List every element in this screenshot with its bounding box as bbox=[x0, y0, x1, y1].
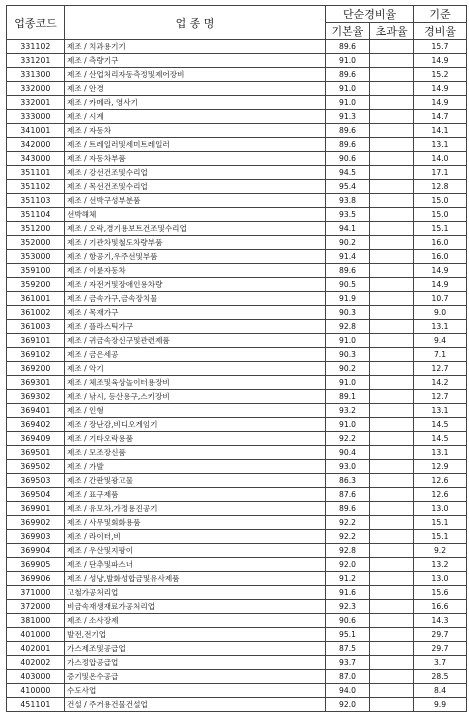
excess-rate-cell bbox=[370, 656, 414, 670]
standard-rate-cell: 29.7 bbox=[414, 628, 467, 642]
industry-code-cell: 369402 bbox=[7, 418, 65, 432]
standard-rate-cell: 12.7 bbox=[414, 390, 467, 404]
header-simple-rate: 단순경비율 bbox=[326, 6, 414, 23]
base-rate-cell: 91.0 bbox=[326, 54, 370, 68]
table-row bbox=[7, 138, 467, 152]
excess-rate-cell bbox=[370, 264, 414, 278]
base-rate-cell: 89.6 bbox=[326, 138, 370, 152]
base-rate-cell: 91.2 bbox=[326, 572, 370, 586]
table-row bbox=[7, 96, 467, 110]
industry-code-cell: 343000 bbox=[7, 152, 65, 166]
excess-rate-cell bbox=[370, 670, 414, 684]
table-row bbox=[7, 264, 467, 278]
standard-rate-cell: 13.0 bbox=[414, 502, 467, 516]
standard-rate-cell: 14.7 bbox=[414, 110, 467, 124]
base-rate-cell: 87.0 bbox=[326, 670, 370, 684]
excess-rate-cell bbox=[370, 110, 414, 124]
industry-name-cell: 건설 / 주거용건물건설업 bbox=[65, 698, 326, 712]
industry-code-cell: 369906 bbox=[7, 572, 65, 586]
excess-rate-cell bbox=[370, 488, 414, 502]
industry-code-cell: 359200 bbox=[7, 278, 65, 292]
base-rate-cell: 91.4 bbox=[326, 250, 370, 264]
industry-name-cell: 제조 / 금속가구,금속장치물 bbox=[65, 292, 326, 306]
base-rate-cell: 92.8 bbox=[326, 544, 370, 558]
industry-code-cell: 369401 bbox=[7, 404, 65, 418]
table-row bbox=[7, 474, 467, 488]
base-rate-cell: 87.5 bbox=[326, 642, 370, 656]
industry-name-cell: 제조 / 성냥,발화성합금및유사제품 bbox=[65, 572, 326, 586]
standard-rate-cell: 15.0 bbox=[414, 194, 467, 208]
expense-rate-table-sheet bbox=[6, 5, 466, 712]
base-rate-cell: 89.6 bbox=[326, 264, 370, 278]
industry-name-cell: 제조 / 낚시, 등산용구,스키장비 bbox=[65, 390, 326, 404]
base-rate-cell: 92.2 bbox=[326, 516, 370, 530]
table-row bbox=[7, 180, 467, 194]
table-row bbox=[7, 348, 467, 362]
table-row bbox=[7, 54, 467, 68]
table-row bbox=[7, 488, 467, 502]
base-rate-cell: 91.0 bbox=[326, 96, 370, 110]
standard-rate-cell: 8.4 bbox=[414, 684, 467, 698]
excess-rate-cell bbox=[370, 614, 414, 628]
standard-rate-cell: 16.6 bbox=[414, 600, 467, 614]
table-row bbox=[7, 152, 467, 166]
standard-rate-cell: 15.6 bbox=[414, 586, 467, 600]
standard-rate-cell: 15.1 bbox=[414, 530, 467, 544]
standard-rate-cell: 13.1 bbox=[414, 138, 467, 152]
excess-rate-cell bbox=[370, 334, 414, 348]
standard-rate-cell: 14.9 bbox=[414, 96, 467, 110]
table-row bbox=[7, 40, 467, 54]
excess-rate-cell bbox=[370, 698, 414, 712]
industry-name-cell: 수도사업 bbox=[65, 684, 326, 698]
industry-name-cell: 증기및온수공급 bbox=[65, 670, 326, 684]
industry-name-cell: 제조 / 안경 bbox=[65, 82, 326, 96]
base-rate-cell: 89.6 bbox=[326, 124, 370, 138]
excess-rate-cell bbox=[370, 222, 414, 236]
industry-code-cell: 351200 bbox=[7, 222, 65, 236]
base-rate-cell: 91.0 bbox=[326, 418, 370, 432]
industry-code-cell: 369901 bbox=[7, 502, 65, 516]
industry-name-cell: 가스정압공급업 bbox=[65, 656, 326, 670]
excess-rate-cell bbox=[370, 180, 414, 194]
table-row bbox=[7, 516, 467, 530]
industry-code-cell: 352000 bbox=[7, 236, 65, 250]
industry-name-cell: 제조 / 자동차부품 bbox=[65, 152, 326, 166]
base-rate-cell: 92.8 bbox=[326, 320, 370, 334]
excess-rate-cell bbox=[370, 404, 414, 418]
table-row bbox=[7, 334, 467, 348]
excess-rate-cell bbox=[370, 320, 414, 334]
excess-rate-cell bbox=[370, 390, 414, 404]
industry-name-cell: 제조 / 산업처리자동측정및제어장비 bbox=[65, 68, 326, 82]
industry-code-cell: 369502 bbox=[7, 460, 65, 474]
table-row bbox=[7, 586, 467, 600]
table-row bbox=[7, 222, 467, 236]
industry-name-cell: 제조 / 모조장신품 bbox=[65, 446, 326, 460]
industry-name-cell: 제조 / 목선건조및수리업 bbox=[65, 180, 326, 194]
header-std-rate-top: 기준 bbox=[414, 6, 467, 23]
table-row bbox=[7, 558, 467, 572]
table-row bbox=[7, 166, 467, 180]
base-rate-cell: 90.2 bbox=[326, 362, 370, 376]
industry-name-cell: 제조 / 장난감,비디오게임기 bbox=[65, 418, 326, 432]
table-row bbox=[7, 124, 467, 138]
base-rate-cell: 92.0 bbox=[326, 698, 370, 712]
industry-code-cell: 369905 bbox=[7, 558, 65, 572]
industry-name-cell: 제조 / 귀금속장신구및관련제품 bbox=[65, 334, 326, 348]
standard-rate-cell: 12.8 bbox=[414, 180, 467, 194]
table-row bbox=[7, 656, 467, 670]
industry-name-cell: 제조 / 이륜자동차 bbox=[65, 264, 326, 278]
excess-rate-cell bbox=[370, 54, 414, 68]
standard-rate-cell: 9.2 bbox=[414, 544, 467, 558]
industry-code-cell: 359100 bbox=[7, 264, 65, 278]
table-row bbox=[7, 502, 467, 516]
excess-rate-cell bbox=[370, 96, 414, 110]
excess-rate-cell bbox=[370, 446, 414, 460]
base-rate-cell: 92.2 bbox=[326, 530, 370, 544]
base-rate-cell: 92.3 bbox=[326, 600, 370, 614]
table-row bbox=[7, 600, 467, 614]
excess-rate-cell bbox=[370, 572, 414, 586]
expense-rate-table bbox=[6, 5, 467, 712]
industry-name-cell: 제조 / 인형 bbox=[65, 404, 326, 418]
excess-rate-cell bbox=[370, 166, 414, 180]
excess-rate-cell bbox=[370, 124, 414, 138]
industry-name-cell: 제조 / 트레일러및세미트레일러 bbox=[65, 138, 326, 152]
table-header bbox=[7, 6, 467, 40]
industry-code-cell: 333000 bbox=[7, 110, 65, 124]
base-rate-cell: 89.6 bbox=[326, 502, 370, 516]
industry-name-cell: 제조 / 금은세공 bbox=[65, 348, 326, 362]
base-rate-cell: 94.0 bbox=[326, 684, 370, 698]
base-rate-cell: 91.9 bbox=[326, 292, 370, 306]
industry-code-cell: 369301 bbox=[7, 376, 65, 390]
industry-name-cell: 제조 / 오락,경기용보트건조및수리업 bbox=[65, 222, 326, 236]
excess-rate-cell bbox=[370, 684, 414, 698]
industry-code-cell: 369102 bbox=[7, 348, 65, 362]
industry-code-cell: 369302 bbox=[7, 390, 65, 404]
standard-rate-cell: 17.1 bbox=[414, 166, 467, 180]
table-row bbox=[7, 642, 467, 656]
industry-name-cell: 제조 / 표구제품 bbox=[65, 488, 326, 502]
table-row bbox=[7, 530, 467, 544]
excess-rate-cell bbox=[370, 642, 414, 656]
standard-rate-cell: 14.2 bbox=[414, 376, 467, 390]
industry-code-cell: 369904 bbox=[7, 544, 65, 558]
standard-rate-cell: 15.7 bbox=[414, 40, 467, 54]
base-rate-cell: 93.8 bbox=[326, 194, 370, 208]
table-row bbox=[7, 670, 467, 684]
industry-code-cell: 361002 bbox=[7, 306, 65, 320]
standard-rate-cell: 14.3 bbox=[414, 614, 467, 628]
industry-code-cell: 369902 bbox=[7, 516, 65, 530]
standard-rate-cell: 9.9 bbox=[414, 698, 467, 712]
industry-code-cell: 402001 bbox=[7, 642, 65, 656]
industry-code-cell: 331102 bbox=[7, 40, 65, 54]
standard-rate-cell: 15.1 bbox=[414, 222, 467, 236]
table-row bbox=[7, 404, 467, 418]
table-row bbox=[7, 362, 467, 376]
standard-rate-cell: 14.1 bbox=[414, 124, 467, 138]
industry-code-cell: 331201 bbox=[7, 54, 65, 68]
industry-name-cell: 제조 / 자동차 bbox=[65, 124, 326, 138]
excess-rate-cell bbox=[370, 292, 414, 306]
base-rate-cell: 93.0 bbox=[326, 460, 370, 474]
base-rate-cell: 91.6 bbox=[326, 586, 370, 600]
base-rate-cell: 90.4 bbox=[326, 446, 370, 460]
base-rate-cell: 91.0 bbox=[326, 82, 370, 96]
header-excess-rate: 초과율 bbox=[370, 23, 414, 40]
industry-name-cell: 제조 / 카메라, 영사기 bbox=[65, 96, 326, 110]
base-rate-cell: 90.3 bbox=[326, 306, 370, 320]
standard-rate-cell: 13.1 bbox=[414, 446, 467, 460]
industry-name-cell: 비금속재생재료가공처리업 bbox=[65, 600, 326, 614]
standard-rate-cell: 12.7 bbox=[414, 362, 467, 376]
table-row bbox=[7, 446, 467, 460]
standard-rate-cell: 9.4 bbox=[414, 334, 467, 348]
excess-rate-cell bbox=[370, 586, 414, 600]
industry-code-cell: 341001 bbox=[7, 124, 65, 138]
industry-code-cell: 403000 bbox=[7, 670, 65, 684]
industry-code-cell: 369503 bbox=[7, 474, 65, 488]
industry-code-cell: 361001 bbox=[7, 292, 65, 306]
table-row bbox=[7, 250, 467, 264]
base-rate-cell: 93.2 bbox=[326, 404, 370, 418]
excess-rate-cell bbox=[370, 194, 414, 208]
standard-rate-cell: 12.6 bbox=[414, 488, 467, 502]
industry-code-cell: 410000 bbox=[7, 684, 65, 698]
table-row bbox=[7, 628, 467, 642]
table-body bbox=[7, 40, 467, 712]
table-row bbox=[7, 614, 467, 628]
industry-name-cell: 제조 / 치과용기기 bbox=[65, 40, 326, 54]
industry-name-cell: 제조 / 우산및지팡이 bbox=[65, 544, 326, 558]
excess-rate-cell bbox=[370, 502, 414, 516]
base-rate-cell: 91.0 bbox=[326, 334, 370, 348]
excess-rate-cell bbox=[370, 460, 414, 474]
base-rate-cell: 94.1 bbox=[326, 222, 370, 236]
industry-code-cell: 369200 bbox=[7, 362, 65, 376]
table-row bbox=[7, 418, 467, 432]
industry-code-cell: 371000 bbox=[7, 586, 65, 600]
base-rate-cell: 90.2 bbox=[326, 236, 370, 250]
base-rate-cell: 92.2 bbox=[326, 432, 370, 446]
excess-rate-cell bbox=[370, 362, 414, 376]
industry-name-cell: 제조 / 항공기,우주선및부품 bbox=[65, 250, 326, 264]
excess-rate-cell bbox=[370, 40, 414, 54]
excess-rate-cell bbox=[370, 418, 414, 432]
excess-rate-cell bbox=[370, 250, 414, 264]
industry-name-cell: 제조 / 사무및회화용품 bbox=[65, 516, 326, 530]
standard-rate-cell: 14.5 bbox=[414, 432, 467, 446]
excess-rate-cell bbox=[370, 152, 414, 166]
excess-rate-cell bbox=[370, 600, 414, 614]
base-rate-cell: 91.3 bbox=[326, 110, 370, 124]
industry-name-cell: 제조 / 소사장제 bbox=[65, 614, 326, 628]
industry-code-cell: 351104 bbox=[7, 208, 65, 222]
standard-rate-cell: 28.5 bbox=[414, 670, 467, 684]
industry-code-cell: 342000 bbox=[7, 138, 65, 152]
industry-name-cell: 제조 / 라이터,비 bbox=[65, 530, 326, 544]
base-rate-cell: 90.6 bbox=[326, 614, 370, 628]
industry-name-cell: 제조 / 플라스틱가구 bbox=[65, 320, 326, 334]
industry-name-cell: 제조 / 시계 bbox=[65, 110, 326, 124]
excess-rate-cell bbox=[370, 474, 414, 488]
excess-rate-cell bbox=[370, 376, 414, 390]
table-row bbox=[7, 376, 467, 390]
standard-rate-cell: 15.0 bbox=[414, 208, 467, 222]
base-rate-cell: 91.0 bbox=[326, 376, 370, 390]
industry-name-cell: 제조 / 기관차및철도차량부품 bbox=[65, 236, 326, 250]
base-rate-cell: 89.6 bbox=[326, 40, 370, 54]
table-row bbox=[7, 320, 467, 334]
excess-rate-cell bbox=[370, 208, 414, 222]
standard-rate-cell: 13.0 bbox=[414, 572, 467, 586]
industry-name-cell: 제조 / 유모차,가정용진공기 bbox=[65, 502, 326, 516]
industry-name-cell: 발전,전기업 bbox=[65, 628, 326, 642]
base-rate-cell: 90.6 bbox=[326, 152, 370, 166]
base-rate-cell: 90.3 bbox=[326, 348, 370, 362]
excess-rate-cell bbox=[370, 544, 414, 558]
table-row bbox=[7, 684, 467, 698]
excess-rate-cell bbox=[370, 82, 414, 96]
industry-code-cell: 372000 bbox=[7, 600, 65, 614]
standard-rate-cell: 14.0 bbox=[414, 152, 467, 166]
table-row bbox=[7, 544, 467, 558]
industry-code-cell: 351103 bbox=[7, 194, 65, 208]
base-rate-cell: 94.5 bbox=[326, 166, 370, 180]
base-rate-cell: 95.4 bbox=[326, 180, 370, 194]
industry-name-cell: 제조 / 강선건조및수리업 bbox=[65, 166, 326, 180]
table-row bbox=[7, 208, 467, 222]
standard-rate-cell: 7.1 bbox=[414, 348, 467, 362]
table-row bbox=[7, 432, 467, 446]
industry-code-cell: 332001 bbox=[7, 96, 65, 110]
industry-code-cell: 351101 bbox=[7, 166, 65, 180]
excess-rate-cell bbox=[370, 516, 414, 530]
industry-code-cell: 369903 bbox=[7, 530, 65, 544]
industry-name-cell: 제조 / 간판및광고물 bbox=[65, 474, 326, 488]
industry-code-cell: 369501 bbox=[7, 446, 65, 460]
industry-code-cell: 451101 bbox=[7, 698, 65, 712]
standard-rate-cell: 12.9 bbox=[414, 460, 467, 474]
industry-code-cell: 401000 bbox=[7, 628, 65, 642]
industry-code-cell: 353000 bbox=[7, 250, 65, 264]
base-rate-cell: 95.1 bbox=[326, 628, 370, 642]
industry-code-cell: 361003 bbox=[7, 320, 65, 334]
header-code: 업종코드 bbox=[7, 6, 65, 40]
table-row bbox=[7, 278, 467, 292]
excess-rate-cell bbox=[370, 558, 414, 572]
excess-rate-cell bbox=[370, 432, 414, 446]
industry-name-cell: 제조 / 단추및파스너 bbox=[65, 558, 326, 572]
standard-rate-cell: 10.7 bbox=[414, 292, 467, 306]
base-rate-cell: 92.0 bbox=[326, 558, 370, 572]
base-rate-cell: 89.6 bbox=[326, 68, 370, 82]
table-row bbox=[7, 68, 467, 82]
industry-code-cell: 402002 bbox=[7, 656, 65, 670]
industry-name-cell: 제조 / 기타오락용품 bbox=[65, 432, 326, 446]
standard-rate-cell: 15.1 bbox=[414, 516, 467, 530]
standard-rate-cell: 16.0 bbox=[414, 236, 467, 250]
table-row bbox=[7, 82, 467, 96]
excess-rate-cell bbox=[370, 278, 414, 292]
industry-name-cell: 선박해체 bbox=[65, 208, 326, 222]
industry-code-cell: 369101 bbox=[7, 334, 65, 348]
standard-rate-cell: 16.0 bbox=[414, 250, 467, 264]
table-row bbox=[7, 194, 467, 208]
industry-name-cell: 제조 / 가발 bbox=[65, 460, 326, 474]
table-row bbox=[7, 236, 467, 250]
industry-name-cell: 고철가공처리업 bbox=[65, 586, 326, 600]
excess-rate-cell bbox=[370, 530, 414, 544]
industry-code-cell: 331300 bbox=[7, 68, 65, 82]
industry-name-cell: 제조 / 자전거및장애인용차량 bbox=[65, 278, 326, 292]
excess-rate-cell bbox=[370, 138, 414, 152]
base-rate-cell: 89.1 bbox=[326, 390, 370, 404]
standard-rate-cell: 13.1 bbox=[414, 404, 467, 418]
table-row bbox=[7, 698, 467, 712]
base-rate-cell: 87.6 bbox=[326, 488, 370, 502]
excess-rate-cell bbox=[370, 68, 414, 82]
base-rate-cell: 90.5 bbox=[326, 278, 370, 292]
table-row bbox=[7, 390, 467, 404]
base-rate-cell: 93.5 bbox=[326, 208, 370, 222]
industry-code-cell: 381000 bbox=[7, 614, 65, 628]
industry-code-cell: 332000 bbox=[7, 82, 65, 96]
industry-code-cell: 369409 bbox=[7, 432, 65, 446]
standard-rate-cell: 15.2 bbox=[414, 68, 467, 82]
table-row bbox=[7, 306, 467, 320]
header-base-rate: 기본율 bbox=[326, 23, 370, 40]
standard-rate-cell: 9.0 bbox=[414, 306, 467, 320]
base-rate-cell: 86.3 bbox=[326, 474, 370, 488]
table-row bbox=[7, 460, 467, 474]
excess-rate-cell bbox=[370, 628, 414, 642]
table-row bbox=[7, 572, 467, 586]
industry-code-cell: 369504 bbox=[7, 488, 65, 502]
excess-rate-cell bbox=[370, 348, 414, 362]
base-rate-cell: 93.7 bbox=[326, 656, 370, 670]
industry-code-cell: 351102 bbox=[7, 180, 65, 194]
industry-name-cell: 가스제조및공급업 bbox=[65, 642, 326, 656]
industry-name-cell: 제조 / 선박구성부분품 bbox=[65, 194, 326, 208]
standard-rate-cell: 14.9 bbox=[414, 82, 467, 96]
header-name: 업 종 명 bbox=[65, 6, 326, 40]
header-std-rate-bottom: 경비율 bbox=[414, 23, 467, 40]
standard-rate-cell: 14.9 bbox=[414, 264, 467, 278]
table-row bbox=[7, 110, 467, 124]
excess-rate-cell bbox=[370, 306, 414, 320]
industry-name-cell: 제조 / 목재가구 bbox=[65, 306, 326, 320]
standard-rate-cell: 14.9 bbox=[414, 54, 467, 68]
excess-rate-cell bbox=[370, 236, 414, 250]
standard-rate-cell: 13.1 bbox=[414, 320, 467, 334]
industry-name-cell: 제조 / 악기 bbox=[65, 362, 326, 376]
standard-rate-cell: 3.7 bbox=[414, 656, 467, 670]
industry-name-cell: 제조 / 체조및육상놀이터용장비 bbox=[65, 376, 326, 390]
standard-rate-cell: 12.6 bbox=[414, 474, 467, 488]
industry-name-cell: 제조 / 측량기구 bbox=[65, 54, 326, 68]
standard-rate-cell: 14.5 bbox=[414, 418, 467, 432]
standard-rate-cell: 14.9 bbox=[414, 278, 467, 292]
standard-rate-cell: 13.2 bbox=[414, 558, 467, 572]
standard-rate-cell: 29.7 bbox=[414, 642, 467, 656]
table-row bbox=[7, 292, 467, 306]
